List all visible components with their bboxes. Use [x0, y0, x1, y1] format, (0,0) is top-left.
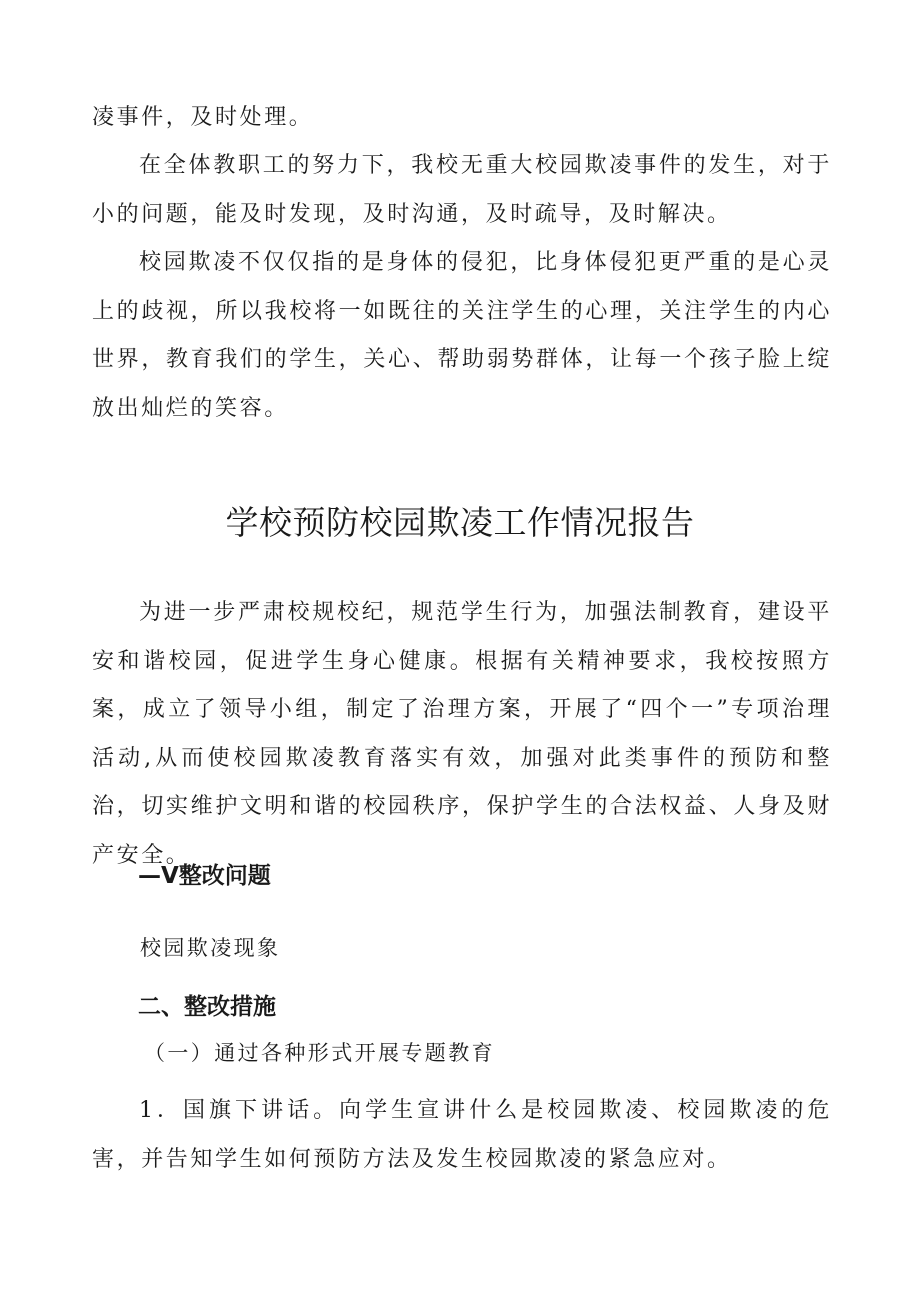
section-body-problems: 校园欺凌现象 [140, 936, 281, 960]
paragraph-psychological-care: 校园欺凌不仅仅指的是身体的侵犯，比身体侵犯更严重的是心灵上的歧视，所以我校将一如既往的关注学生的心理，关注学生的内心世界，教育我们的学生，关心、帮助弱势群体，让每一个孩子脸上绽放出灿烂的笑容。 [92, 250, 832, 421]
continuation-text: 凌事件，及时处理。 [92, 105, 314, 130]
section-heading-problems: —V整改问题 [138, 863, 271, 889]
subsection-heading-education: （一）通过各种形式开展专题教育 [144, 1041, 495, 1065]
report-title: 学校预防校园欺凌工作情况报告 [225, 503, 695, 542]
report-intro-paragraph: 为进一步严肃校规校纪，规范学生行为，加强法制教育，建设平安和谐校园，促进学生身心健康。根据有关精神要求，我校按照方案，成立了领导小组，制定了治理方案，开展了“四个一”专项治理活动,从而使校园欺凌教育落实有效，加强对此类事件的预防和整治，切实维护文明和谐的校园秩序，保护学生的合法权益、人身及财产安全。 [92, 600, 832, 868]
measure-item-flag-speech: 1．国旗下讲话。向学生宣讲什么是校园欺凌、校园欺凌的危害，并告知学生如何预防方法及发生校园欺凌的紧急应对。 [92, 1098, 832, 1172]
section-heading-measures: 二、整改措施 [138, 994, 276, 1020]
paragraph-no-major-incidents: 在全体教职工的努力下，我校无重大校园欺凌事件的发生，对于小的问题，能及时发现，及时沟通，及时疏导，及时解决。 [92, 153, 832, 227]
